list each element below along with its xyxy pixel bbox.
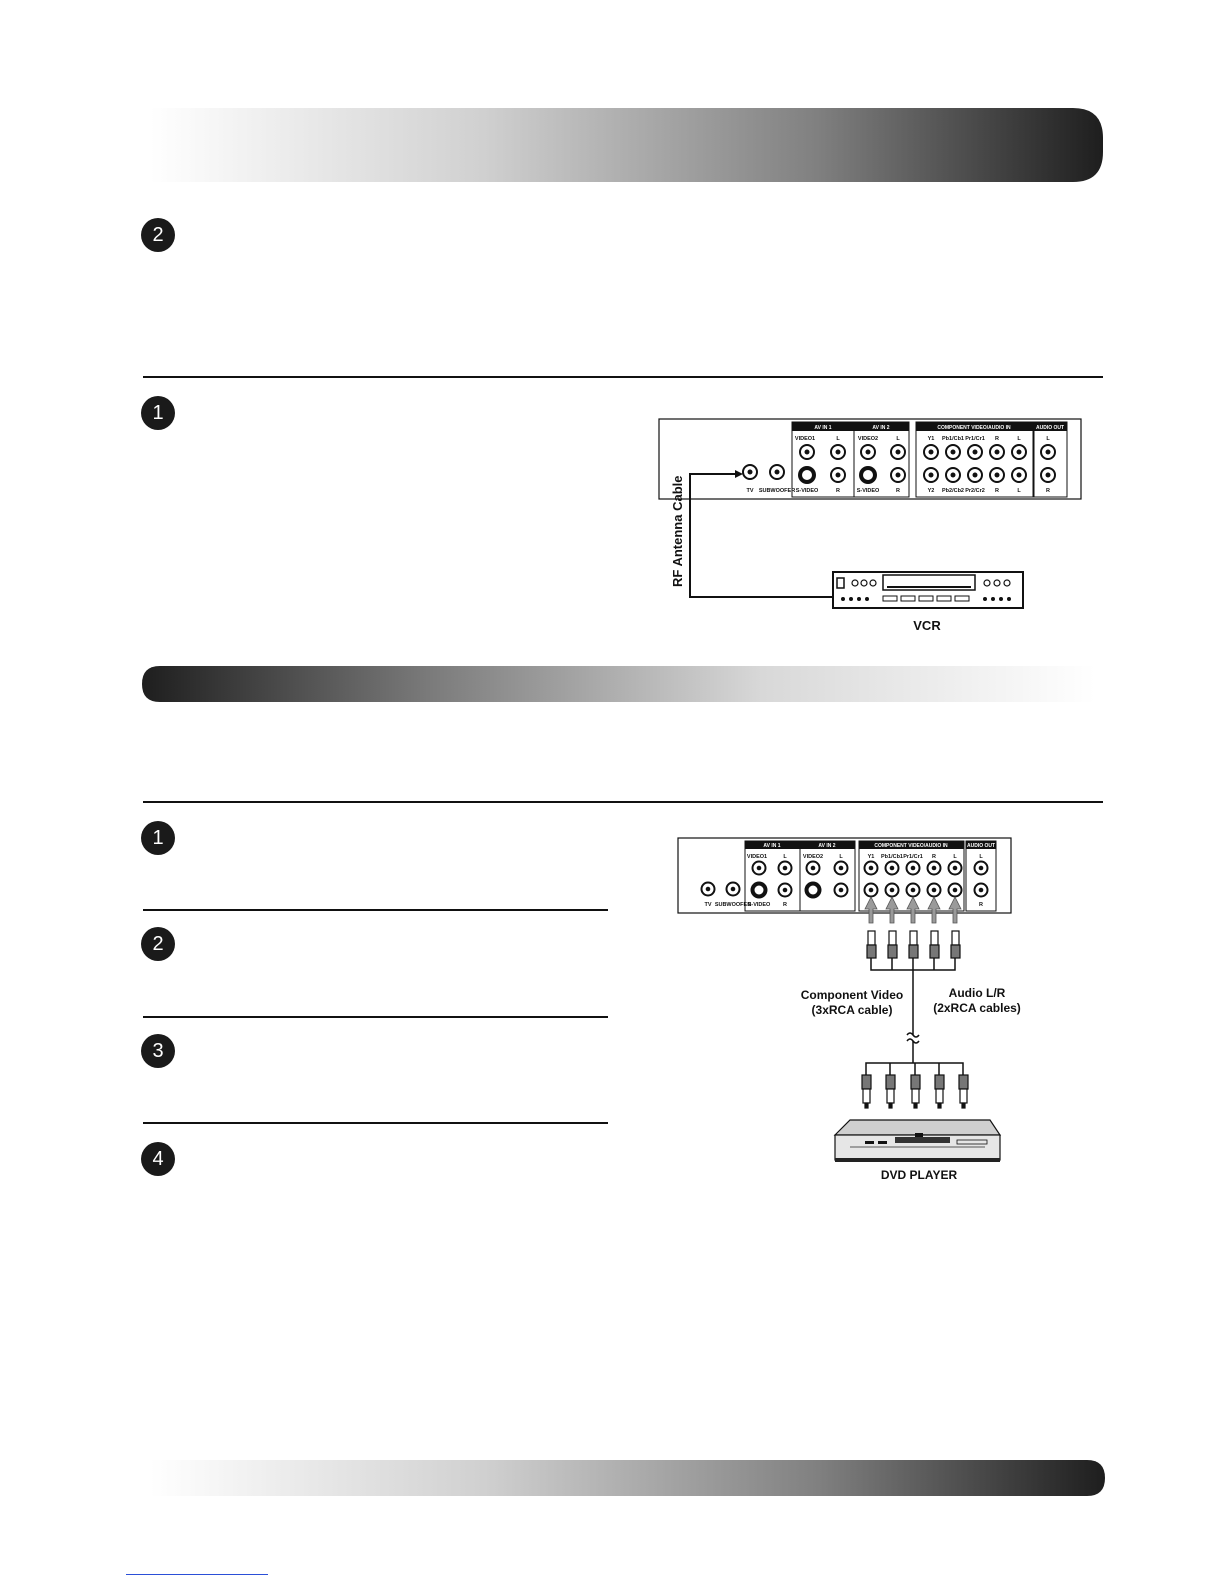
y1-label: Y1 — [927, 436, 935, 442]
component-label: COMPONENT VIDEO/AUDIO IN — [937, 425, 1011, 431]
vcr-device-icon — [833, 572, 1023, 608]
subwoofer-label: SUBWOOFER — [758, 488, 796, 494]
l-label: L — [1046, 436, 1050, 442]
step-badge: 2 — [141, 218, 175, 252]
step-badge: 1 — [141, 821, 175, 855]
component-video-label: Component Video — [800, 988, 904, 1002]
pr1-label: Pr1/Cr1 — [903, 854, 923, 860]
vcr-label: VCR — [913, 618, 941, 633]
video2-label: VIDEO2 — [802, 854, 824, 860]
l-label: L — [1017, 488, 1021, 494]
audio-lr-sublabel: (2xRCA cables) — [933, 1001, 1021, 1015]
step-badge: 3 — [141, 1034, 175, 1068]
r-label: R — [1046, 488, 1050, 494]
video1-label: VIDEO1 — [746, 854, 768, 860]
pb1-label: Pb1/Cb1 — [941, 436, 965, 442]
dvd-player-icon — [835, 1120, 1000, 1162]
section-header-bar-middle — [142, 666, 1095, 702]
component-video-sublabel: (3xRCA cable) — [811, 1003, 893, 1017]
step-badge: 2 — [141, 927, 175, 961]
r-label: R — [836, 488, 840, 494]
audio-out-label: AUDIO OUT — [1035, 425, 1065, 431]
l-label: L — [896, 436, 900, 442]
audio-out-label: AUDIO OUT — [966, 843, 996, 849]
dvd-diagram-svg — [675, 835, 1025, 1185]
svideo-label: S-VIDEO — [795, 488, 819, 494]
l-label: L — [953, 854, 957, 860]
l-label: L — [836, 436, 840, 442]
r-label: R — [995, 488, 999, 494]
section-header-bar-top — [150, 108, 1103, 182]
subwoofer-label: SUBWOOFER — [714, 902, 752, 908]
step-divider — [143, 1016, 608, 1018]
rf-cable-label: RF Antenna Cable — [670, 475, 685, 587]
l-label: L — [1017, 436, 1021, 442]
footer-link-underline — [126, 1574, 268, 1575]
av-in-1-label: AV IN 1 — [814, 425, 832, 431]
section-header-bar-bottom — [150, 1460, 1105, 1496]
video1-label: VIDEO1 — [794, 436, 816, 442]
step-divider — [143, 1122, 608, 1124]
av-in-2-label: AV IN 2 — [818, 843, 836, 849]
step-badge: 1 — [141, 396, 175, 430]
y2-label: Y2 — [927, 488, 935, 494]
y1-label: Y1 — [867, 854, 875, 860]
av-in-1-label: AV IN 1 — [763, 843, 781, 849]
step-badge: 4 — [141, 1142, 175, 1176]
component-label: COMPONENT VIDEO/AUDIO IN — [874, 843, 948, 849]
section-divider — [143, 801, 1103, 803]
r-label: R — [932, 854, 936, 860]
pb2-label: Pb2/Cb2 — [941, 488, 965, 494]
dvd-player-label: DVD PLAYER — [880, 1168, 958, 1182]
rca-plug-icon — [862, 1075, 968, 1108]
pr2-label: Pr2/Cr2 — [965, 488, 985, 494]
header-bar-middle-graphic — [142, 666, 1095, 702]
dvd-connection-diagram — [675, 835, 1025, 1185]
tv-label: TV — [746, 488, 754, 494]
header-bar-top-graphic — [150, 108, 1103, 182]
r-label: R — [979, 902, 983, 908]
l-label: L — [979, 854, 983, 860]
rca-plug-icon — [867, 931, 960, 958]
pb1-label: Pb1/Cb1 — [880, 854, 904, 860]
step-divider — [143, 909, 608, 911]
svideo-label: S-VIDEO — [856, 488, 880, 494]
l-label: L — [839, 854, 843, 860]
r-label: R — [783, 902, 787, 908]
pr1-label: Pr1/Cr1 — [965, 436, 985, 442]
audio-lr-label: Audio L/R — [948, 986, 1006, 1000]
svideo-label: S-VIDEO — [747, 902, 771, 908]
section-divider — [143, 376, 1103, 378]
l-label: L — [783, 854, 787, 860]
vcr-connection-diagram — [655, 412, 1085, 637]
header-bar-bottom-graphic — [150, 1460, 1105, 1496]
r-label: R — [896, 488, 900, 494]
video2-label: VIDEO2 — [857, 436, 879, 442]
av-in-2-label: AV IN 2 — [872, 425, 890, 431]
r-label: R — [995, 436, 999, 442]
vcr-diagram-svg — [655, 412, 1085, 637]
tv-label: TV — [704, 902, 712, 908]
